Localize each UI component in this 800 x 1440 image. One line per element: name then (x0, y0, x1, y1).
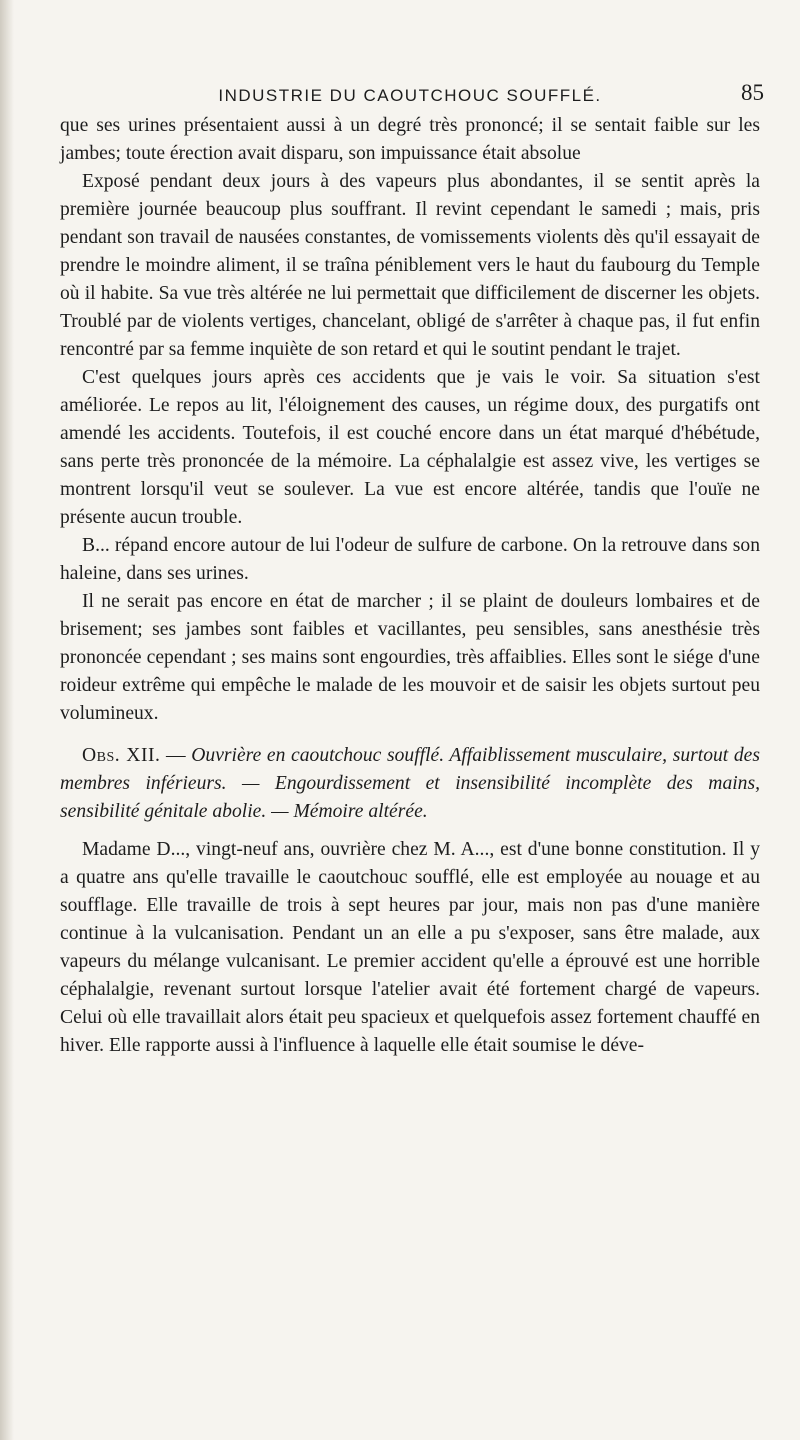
body-text (60, 112, 760, 1060)
observation-separator: — (160, 745, 192, 766)
paragraph-visit: C'est quelques jours après ces accidents que je vais le voir. Sa situation s'est améliorée. Le repos au lit, l'éloignement des causes, un régime doux, des purgatifs ont amendé les accidents. Toutefois, il est couché encore dans un état marqué d'hébétude, sans perte très prononcée de la mémoire. La céphalalgie est assez vive, les vertiges se montrent lorsqu'il veut se soulever. La vue est encore altérée, tandis que l'ouïe ne présente aucun trouble. (60, 367, 760, 528)
observation-title: Ouvrière en caoutchouc soufflé. Affaiblissement musculaire, surtout des membres inférieurs. — Engourdissement et insensibilité incomplète des mains, sensibilité génitale abolie. — Mémoire altérée. (60, 745, 760, 822)
running-title: INDUSTRIE DU CAOUTCHOUC SOUFFLÉ. (218, 86, 602, 105)
paragraph-symptoms: Il ne serait pas encore en état de marcher ; il se plaint de douleurs lombaires et de brisement; ses jambes sont faibles et vacillantes, peu sensibles, sans anesthésie très prononcée cependant ; ses mains sont engourdies, très affaiblies. Elles sont le siége d'une roideur extrême qui empêche le malade de les mouvoir et de saisir les objets surtout peu volumineux. (60, 591, 760, 724)
page-number: 85 (741, 80, 764, 105)
paragraph-odor: B... répand encore autour de lui l'odeur de sulfure de carbone. On la retrouve dans son haleine, dans ses urines. (60, 535, 760, 584)
observation-label: Obs. XII. (82, 745, 161, 766)
observation-heading (60, 742, 760, 826)
binding-shadow (0, 0, 14, 1440)
running-header (60, 80, 764, 110)
paragraph-exposure: Exposé pendant deux jours à des vapeurs plus abondantes, il se sentit après la première journée beaucoup plus souffrant. Il revint cependant le samedi ; mais, pris pendant son travail de nausées constantes, de vomissements violents dès qu'il essayait de prendre le moindre aliment, il se traîna péniblement vers le haut du faubourg du Temple où il habite. Sa vue très altérée ne lui permettait que difficilement de discerner les objets. Troublé par de violents vertiges, chancelant, obligé de s'arrêter à chaque pas, il fut enfin rencontré par sa femme inquiète de son retard et qui le soutint pendant le trajet. (60, 171, 760, 360)
paragraph-continuation: que ses urines présentaient aussi à un degré très prononcé; il se sentait faible sur les jambes; toute érection avait disparu, son impuissance était absolue (60, 115, 760, 164)
paragraph-madame-d: Madame D..., vingt-neuf ans, ouvrière chez M. A..., est d'une bonne constitution. Il y a quatre ans qu'elle travaille le caoutchouc soufflé, elle est employée au nouage et au soufflage. Elle travaille de trois à sept heures par jour, mais non pas d'une manière continue à la vulcanisation. Pendant un an elle a pu s'exposer, sans être malade, aux vapeurs du mélange vulcanisant. Le premier accident qu'elle a éprouvé est une horrible céphalalgie, revenant surtout lorsque l'atelier avait été fortement chargé de vapeurs. Celui où elle travaillait alors était peu spacieux et quelquefois assez fortement chauffé en hiver. Elle rapporte aussi à l'influence à laquelle elle était soumise le déve- (60, 839, 760, 1056)
